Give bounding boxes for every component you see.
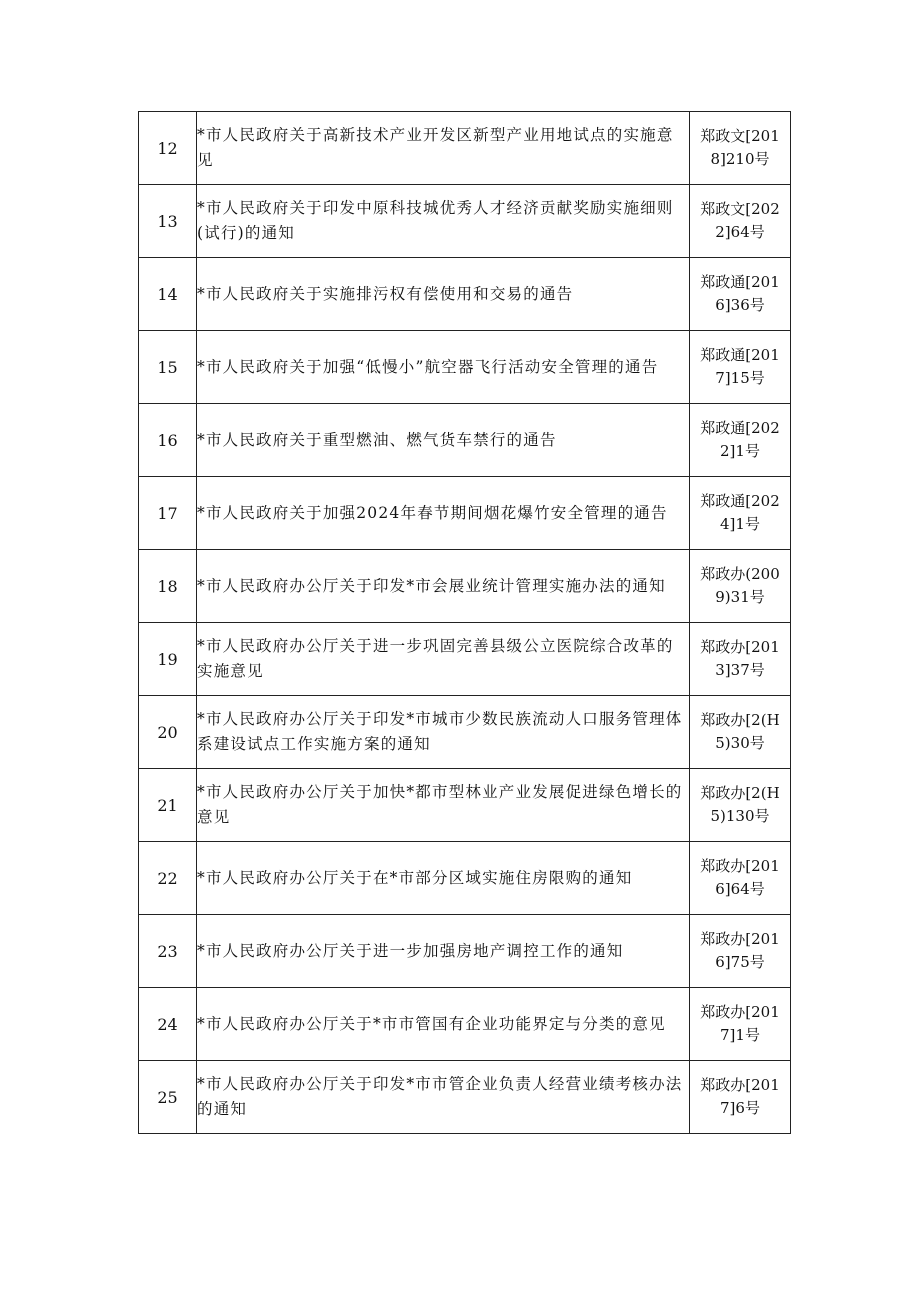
- row-number: 21: [139, 769, 197, 842]
- row-number: 25: [139, 1061, 197, 1134]
- document-number-cell: [690, 623, 791, 696]
- row-number: 12: [139, 112, 197, 185]
- row-number: 16: [139, 404, 197, 477]
- table-row: [139, 623, 791, 696]
- document-number-cell: [690, 1061, 791, 1134]
- document-number-cell: [690, 331, 791, 404]
- document-title: *市人民政府办公厅关于印发*市市管企业负责人经营业绩考核办法的通知: [197, 1061, 690, 1134]
- table-row: [139, 404, 791, 477]
- table-row: [139, 842, 791, 915]
- document-title: *市人民政府办公厅关于印发*市城市少数民族流动人口服务管理体系建设试点工作实施方案的通知: [197, 696, 690, 769]
- document-number-cell: [690, 550, 791, 623]
- document-number: 郑政办[2016]75号: [700, 930, 780, 971]
- document-number-cell: [690, 696, 791, 769]
- document-number-cell: [690, 185, 791, 258]
- document-title: *市人民政府办公厅关于在*市部分区域实施住房限购的通知: [197, 842, 690, 915]
- row-number: 13: [139, 185, 197, 258]
- document-number: 郑政通[2017]15号: [700, 346, 780, 387]
- document-number-cell: [690, 915, 791, 988]
- document-number: 郑政办[2(H5)30号: [700, 711, 780, 752]
- document-title: *市人民政府关于加强“低慢小”航空器飞行活动安全管理的通告: [197, 331, 690, 404]
- document-number: 郑政办[2(H5)130号: [700, 784, 780, 825]
- row-number: 18: [139, 550, 197, 623]
- row-number: 24: [139, 988, 197, 1061]
- document-list-table: [138, 111, 791, 1134]
- row-number: 14: [139, 258, 197, 331]
- document-title: *市人民政府关于高新技术产业开发区新型产业用地试点的实施意见: [197, 112, 690, 185]
- document-number-cell: [690, 258, 791, 331]
- table-row: [139, 331, 791, 404]
- table-row: [139, 112, 791, 185]
- document-number: 郑政办[2017]6号: [700, 1076, 780, 1117]
- document-number: 郑政办[2016]64号: [700, 857, 780, 898]
- document-number-cell: [690, 988, 791, 1061]
- document-number-cell: [690, 112, 791, 185]
- document-number-cell: [690, 404, 791, 477]
- table-row: [139, 1061, 791, 1134]
- document-title: *市人民政府办公厅关于加快*都市型林业产业发展促进绿色增长的意见: [197, 769, 690, 842]
- document-number: 郑政办[2017]1号: [700, 1003, 780, 1044]
- document-title: *市人民政府关于印发中原科技城优秀人才经济贡献奖励实施细则(试行)的通知: [197, 185, 690, 258]
- document-number-cell: [690, 477, 791, 550]
- document-title: *市人民政府办公厅关于进一步加强房地产调控工作的通知: [197, 915, 690, 988]
- document-number: 郑政通[2024]1号: [700, 492, 780, 533]
- table-row: [139, 477, 791, 550]
- table-row: [139, 988, 791, 1061]
- document-number-cell: [690, 769, 791, 842]
- document-title: *市人民政府关于加强2024年春节期间烟花爆竹安全管理的通告: [197, 477, 690, 550]
- row-number: 23: [139, 915, 197, 988]
- document-number: 郑政文[2018]210号: [700, 127, 780, 168]
- table-row: [139, 696, 791, 769]
- document-title: *市人民政府关于实施排污权有偿使用和交易的通告: [197, 258, 690, 331]
- document-title: *市人民政府办公厅关于印发*市会展业统计管理实施办法的通知: [197, 550, 690, 623]
- row-number: 15: [139, 331, 197, 404]
- document-number: 郑政通[2022]1号: [700, 419, 780, 460]
- table-row: [139, 550, 791, 623]
- table-row: [139, 769, 791, 842]
- document-number: 郑政办(2009)31号: [700, 565, 780, 606]
- document-title: *市人民政府办公厅关于进一步巩固完善县级公立医院综合改革的实施意见: [197, 623, 690, 696]
- document-number: 郑政通[2016]36号: [700, 273, 780, 314]
- document-number: 郑政办[2013]37号: [700, 638, 780, 679]
- row-number: 22: [139, 842, 197, 915]
- document-number-cell: [690, 842, 791, 915]
- table-row: [139, 258, 791, 331]
- document-title: *市人民政府关于重型燃油、燃气货车禁行的通告: [197, 404, 690, 477]
- document-title: *市人民政府办公厅关于*市市管国有企业功能界定与分类的意见: [197, 988, 690, 1061]
- table-row: [139, 915, 791, 988]
- row-number: 17: [139, 477, 197, 550]
- row-number: 20: [139, 696, 197, 769]
- document-number: 郑政文[2022]64号: [700, 200, 780, 241]
- row-number: 19: [139, 623, 197, 696]
- table-row: [139, 185, 791, 258]
